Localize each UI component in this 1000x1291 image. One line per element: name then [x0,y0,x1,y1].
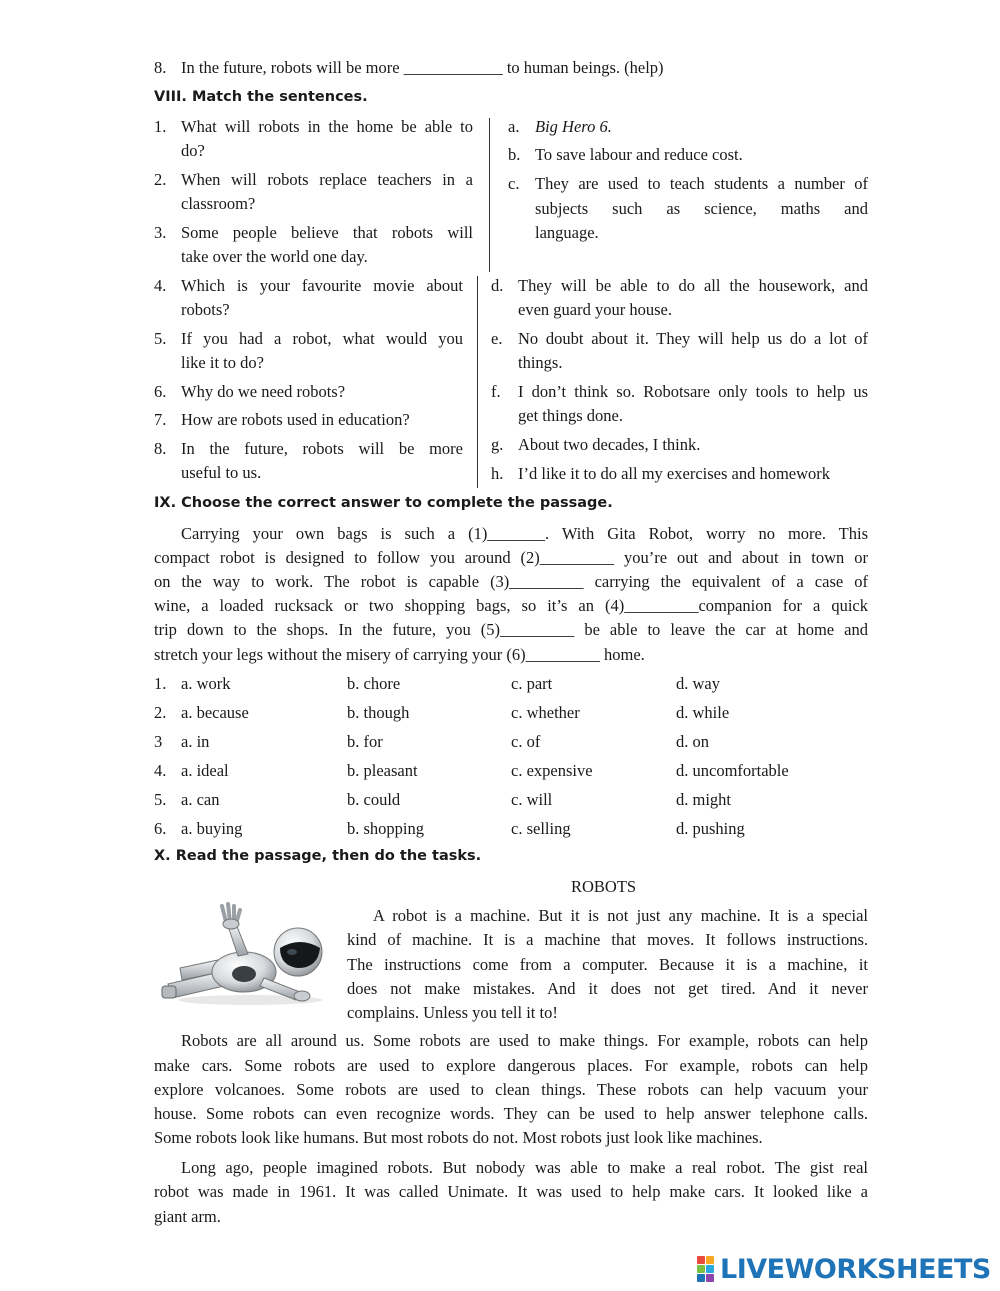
option-b: b. pleasant [347,761,418,780]
passage-line: on the way to work. The robot is capable (3)_________ carrying the equivalent of a case of [154,572,868,591]
answer-line: language. [535,223,599,242]
answer-line: About two decades, I think. [518,435,701,454]
passage-line: wine, a loaded rucksack or two shopping bags, so it’s an (4)_________companion for a quick [154,596,868,615]
liveworksheets-logo[interactable] [697,1252,991,1286]
question-line: In the future, robots will be more [181,439,463,458]
passage-line: does not make mistakes. And it does not get tired. And it never [347,979,868,998]
question-number: 5. [154,329,167,348]
option-d: d. way [676,674,720,693]
answer-letter: h. [491,464,504,483]
answer-letter: f. [491,382,501,401]
option-c: c. will [511,790,553,809]
option-d: d. uncomfortable [676,761,789,780]
answer-line: They are used to teach students a number of [535,174,868,193]
logo-mark-icon [697,1256,714,1282]
answer-letter: a. [508,117,520,136]
question-line: like it to do? [181,353,264,372]
passage-line: giant arm. [154,1207,221,1226]
option-a: a. work [181,674,231,693]
passage-line: A robot is a machine. But it is not just any machine. It is a special [373,906,868,925]
answer-line: They will be able to do all the housework, and [518,276,868,295]
option-a: a. buying [181,819,243,838]
option-number: 6. [154,819,167,838]
question-number: 7. [154,410,167,429]
question-number: 1. [154,117,167,136]
question-number: 6. [154,382,167,401]
section-heading-viii: VIII. Match the sentences. [154,89,368,105]
option-number: 1. [154,674,167,693]
option-number: 3 [154,732,163,751]
answer-letter: g. [491,435,504,454]
passage-line: explore volcanoes. Some robots are used to clean things. These robots can help vacuum your [154,1080,868,1099]
passage-title: ROBOTS [571,877,637,896]
answer-line: even guard your house. [518,300,672,319]
answer-line: get things done. [518,406,623,425]
question-number: 3. [154,223,167,242]
question-number: 4. [154,276,167,295]
answer-letter: c. [508,174,520,193]
answer-line: No doubt about it. They will help us do a lot of [518,329,868,348]
option-a: a. ideal [181,761,229,780]
option-d: d. pushing [676,819,745,838]
question-line: classroom? [181,194,256,213]
option-c: c. whether [511,703,580,722]
option-number: 4. [154,761,167,780]
question-line: robots? [181,300,230,319]
option-c: c. expensive [511,761,593,780]
option-d: d. might [676,790,732,809]
question-line: take over the world one day. [181,247,368,266]
passage-line: robot was made in 1961. It was called Unimate. It was used to help make cars. It looked like a [154,1182,868,1201]
question-line: What will robots in the home be able to [181,117,473,136]
option-d: d. while [676,703,730,722]
passage-line: make cars. Some robots are used to explore dangerous places. For example, robots can help [154,1056,868,1075]
robot-illustration [160,902,328,1006]
question-line: Which is your favourite movie about [181,276,463,295]
option-a: a. in [181,732,210,751]
question-line: If you had a robot, what would you [181,329,463,348]
question-line: Why do we need robots? [181,382,346,401]
question-line: When will robots replace teachers in a [181,170,473,189]
option-c: c. of [511,732,541,751]
section-heading-x: X. Read the passage, then do the tasks. [154,848,482,864]
question-line: How are robots used in education? [181,410,410,429]
passage-line: kind of machine. It is a machine that moves. It follows instructions. [347,930,868,949]
passage-line: house. Some robots can even recognize words. They can be used to help answer telephone calls. [154,1104,868,1123]
item-text: In the future, robots will be more ____________ to human beings. (help) [181,58,664,77]
option-b: b. though [347,703,410,722]
option-number: 5. [154,790,167,809]
column-divider [477,276,478,488]
option-b: b. shopping [347,819,425,838]
passage-line: stretch your legs without the misery of carrying your (6)_________ home. [154,645,645,664]
answer-line: I’d like it to do all my exercises and homework [518,464,831,483]
question-line: useful to us. [181,463,262,482]
answer-line: subjects such as science, maths and [535,199,868,218]
answer-line: To save labour and reduce cost. [535,145,743,164]
passage-line: Long ago, people imagined robots. But nobody was able to make a real robot. The gist real [181,1158,868,1177]
answer-line: Big Hero 6. [535,117,612,136]
passage-line: The instructions come from a computer. Because it is a machine, it [347,955,868,974]
passage-line: Some robots look like humans. But most robots do not. Most robots just look like machines. [154,1128,763,1147]
option-c: c. selling [511,819,571,838]
option-number: 2. [154,703,167,722]
passage-line: complains. Unless you tell it to! [347,1003,558,1022]
option-b: b. could [347,790,401,809]
question-number: 2. [154,170,167,189]
answer-line: things. [518,353,563,372]
section-heading-ix: IX. Choose the correct answer to complete the passage. [154,495,613,511]
question-line: Some people believe that robots will [181,223,473,242]
answer-line: I don’t think so. Robotsare only tools to help us [518,382,868,401]
question-line: do? [181,141,205,160]
option-c: c. part [511,674,553,693]
answer-letter: b. [508,145,521,164]
column-divider [489,118,490,272]
passage-line: trip down to the shops. In the future, you (5)_________ be able to leave the car at home and [154,620,868,639]
item-number: 8. [154,58,167,77]
option-d: d. on [676,732,709,751]
passage-line: Robots are all around us. Some robots are used to make things. For example, robots can help [181,1031,868,1050]
question-number: 8. [154,439,167,458]
logo-text: LIVEWORKSHEETS [720,1253,991,1285]
option-a: a. because [181,703,249,722]
answer-letter: e. [491,329,503,348]
option-b: b. for [347,732,383,751]
answer-letter: d. [491,276,504,295]
passage-line: Carrying your own bags is such a (1)_______. With Gita Robot, worry no more. This [181,524,868,543]
option-a: a. can [181,790,220,809]
passage-line: compact robot is designed to follow you around (2)_________ you’re out and about in town or [154,548,868,567]
option-b: b. chore [347,674,401,693]
